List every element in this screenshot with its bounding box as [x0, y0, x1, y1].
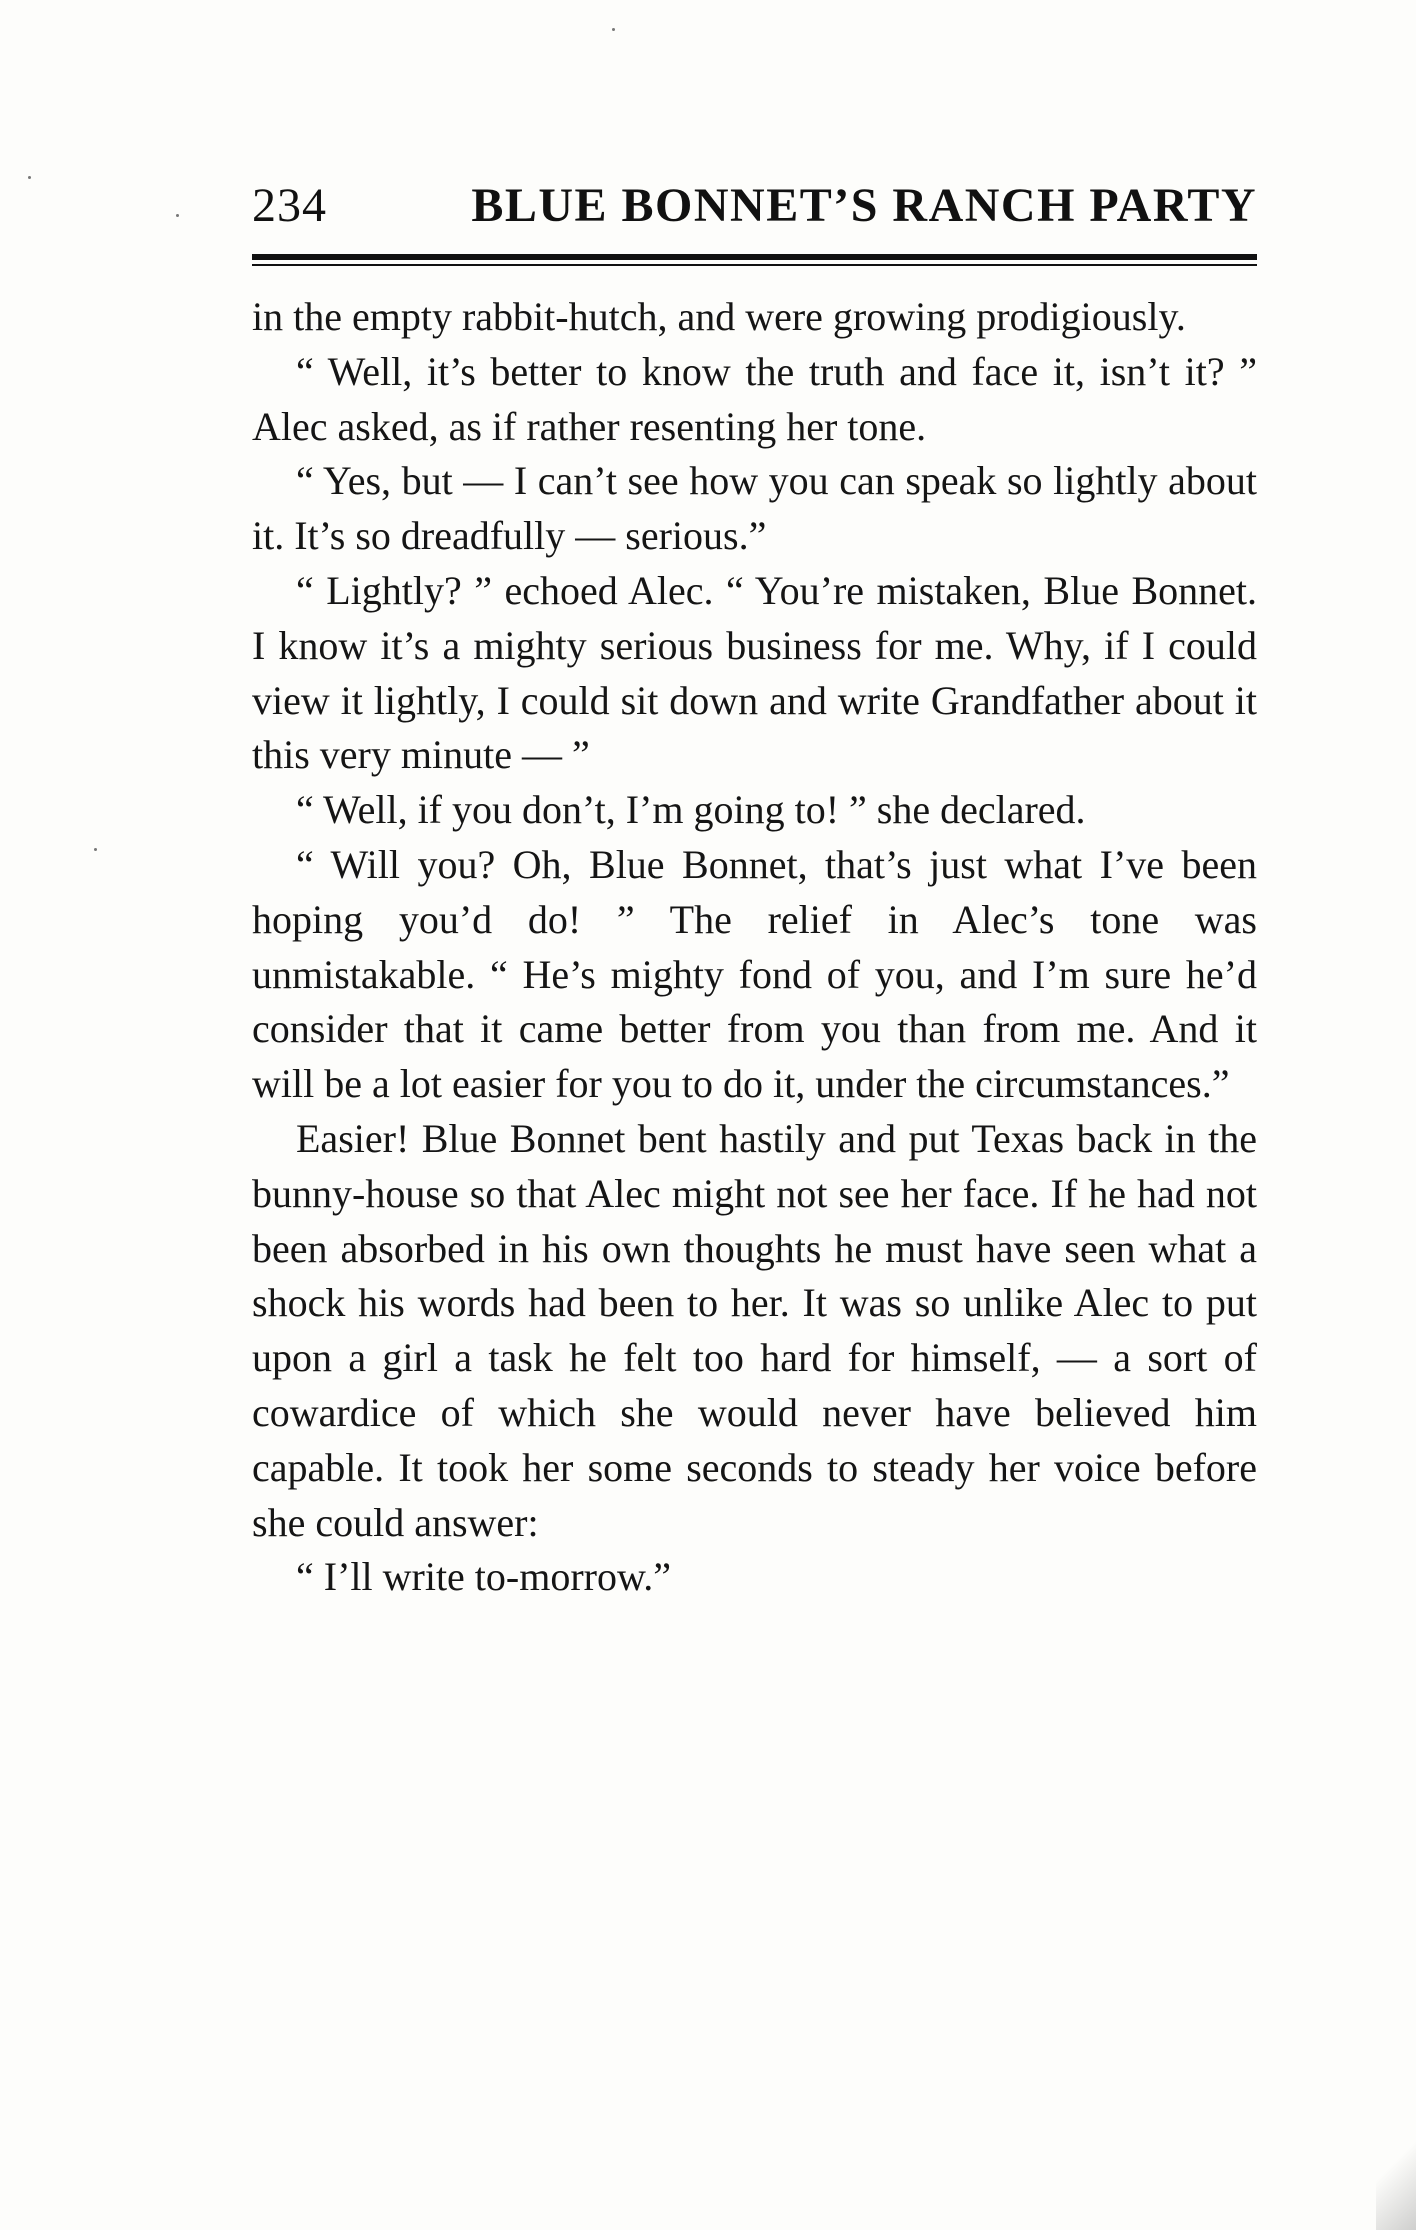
header-rule-thin [252, 264, 1257, 266]
paragraph: “ Will you? Oh, Blue Bonnet, that’s just what I’ve been hoping you’d do! ” The relief in Alec’s tone was unmistakable. “ He’s mighty fond of you, and I’m sure he’d consider that it came better from you than from me. And it will be a lot easier for you to do it, under the circumstances.” [252, 841, 1257, 1107]
running-title: BLUE BONNET’S RANCH PARTY [471, 179, 1257, 232]
page-corner-shadow [1376, 2120, 1416, 2230]
paper-speck [28, 176, 31, 179]
paragraph: “ Well, it’s better to know the truth and face it, isn’t it? ” Alec asked, as if rather resenting her tone. [252, 348, 1257, 449]
paragraph: Easier! Blue Bonnet bent hastily and put Texas back in the bunny-house so that Alec might not see her face. If he had not been absorbed in his own thoughts he must have seen what a shock his words had been to her. It was so unlike Alec to put upon a girl a task he felt too hard for himself, — a sort of cowardice of which she would never have believed him capable. It took her some seconds to steady her voice before she could answer: [252, 1115, 1257, 1545]
header-rule-thick [252, 254, 1257, 260]
paragraph: “ Yes, but — I can’t see how you can speak so lightly about it. It’s so dreadfully — serious.” [252, 458, 1257, 559]
running-header [252, 178, 1257, 233]
paragraph: in the empty rabbit-hutch, and were growing prodigiously. [252, 294, 1186, 339]
paper-speck [612, 28, 615, 31]
paragraph: “ Lightly? ” echoed Alec. “ You’re mistaken, Blue Bonnet. I know it’s a mighty serious business for me. Why, if I could view it lightly, I could sit down and write Grandfather about it this very minute — ” [252, 567, 1257, 778]
paragraph: “ Well, if you don’t, I’m going to! ” she declared. [296, 787, 1086, 833]
paragraph: “ I’ll write to-morrow.” [296, 1554, 672, 1600]
page-number: 234 [252, 179, 327, 232]
paper-speck [176, 214, 179, 217]
body-text [252, 290, 1257, 1605]
paper-speck [94, 848, 97, 851]
